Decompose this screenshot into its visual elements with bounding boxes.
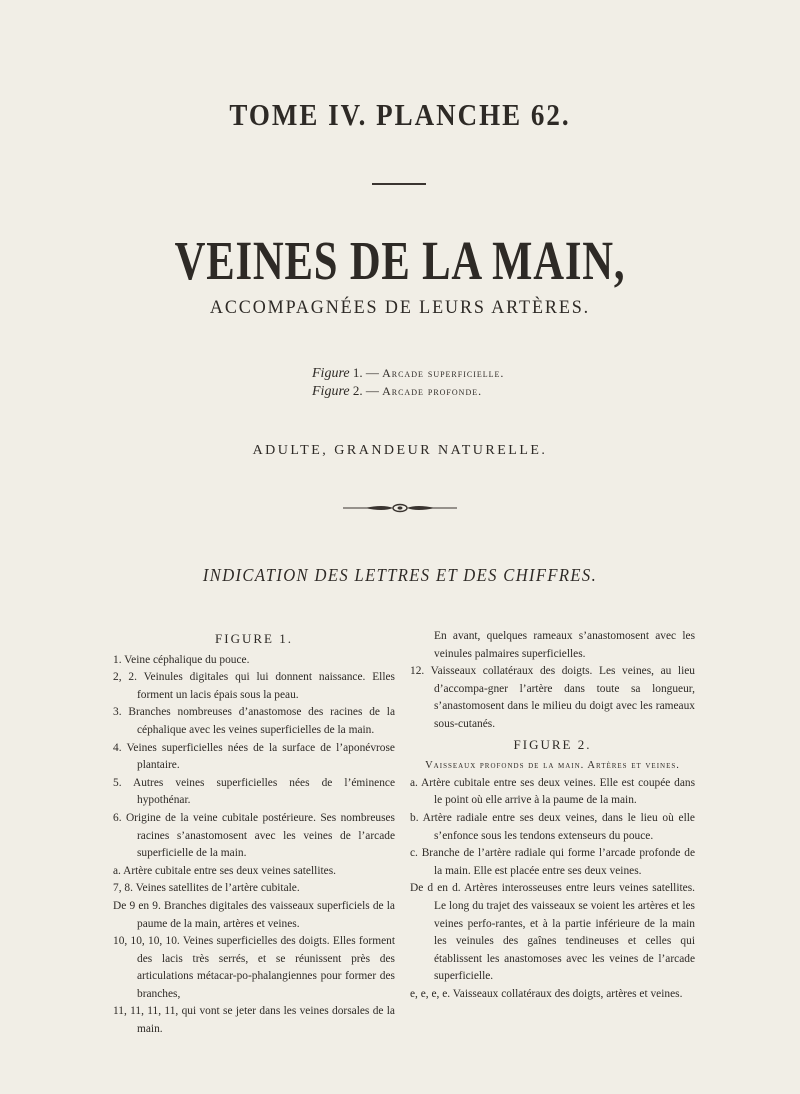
left-column	[113, 628, 395, 1039]
legend-item: a. Artère cubitale entre ses deux veines satellites.	[113, 864, 336, 877]
subtitle: ACCOMPAGNÉES DE LEURS ARTÈRES.	[209, 297, 591, 318]
figure-1-caption	[312, 365, 504, 382]
right-column	[410, 628, 695, 1003]
adult-size-line: ADULTE, GRANDEUR NATURELLE.	[252, 443, 548, 458]
legend-item: 10, 10, 10, 10. Veines superficielles des doigts. Elles forment des lacis très serrés, et se réunissent près des articulations métacar-po-phalangiennes pour former des branches,	[113, 935, 395, 1000]
figure-1-dash: —	[365, 365, 379, 380]
figure-2-number: 2.	[352, 383, 363, 398]
figure-1-number: 1.	[352, 365, 363, 380]
legend-item: 6. Origine de la veine cubitale postérieure. Ses nombreuses racines s’anastomosent avec les veines de l’arcade superficielle de la main.	[113, 811, 395, 860]
legend-item: 5. Autres veines superficielles nées de l’éminence hypothénar.	[113, 776, 395, 807]
figure-2-name: Arcade profonde.	[382, 384, 483, 398]
figure-2-dash: —	[365, 383, 379, 398]
legend-item: De 9 en 9. Branches digitales des vaisseaux superficiels de la paume de la main, artères et veines.	[113, 899, 395, 930]
legend-item: 12. Vaisseaux collatéraux des doigts. Les veines, au lieu d’accompa-gner l’artère dans toute sa longueur, s’anastomosent dans le milieu du doigt avec les rameaux sous-cutanés.	[410, 665, 695, 730]
legend-item: b. Artère radiale entre ses deux veines, dans le lieu où elle s’enfonce sous les tendons extenseurs du pouce.	[410, 811, 695, 842]
figure-1-label: Figure	[312, 366, 350, 381]
legend-item: 1. Veine céphalique du pouce.	[113, 653, 250, 666]
legend-item: 4. Veines superficielles nées de la surface de l’aponévrose plantaire.	[113, 741, 395, 772]
tome-heading: TOME IV. PLANCHE 62.	[229, 98, 571, 132]
legend-item: 11, 11, 11, 11, qui vont se jeter dans les veines dorsales de la main.	[113, 1005, 395, 1036]
figure-2-subheading: Vaisseaux profonds de la main. Artères et veines.	[425, 760, 680, 772]
figure-2-caption	[312, 383, 482, 400]
legend-continuation: En avant, quelques rameaux s’anastomosent avec les veinules palmaires superficielles.	[434, 630, 695, 660]
legend-item: De d en d. Artères interosseuses entre leurs veines satellites. Le long du trajet des vaisseaux se voient les artères et les veines perfo-rantes, et à la partie inférieure de la main les veinules des gaînes tendineuses et celles qui établissent les anastomoses avec les veines de l’arcade superficielle.	[410, 882, 695, 983]
legend-item: 7, 8. Veines satellites de l’artère cubitale.	[113, 882, 300, 895]
legend-item: 3. Branches nombreuses d’anastomose des racines de la céphalique avec les veines superficielles de la main.	[113, 706, 395, 736]
figure-1-name: Arcade superficielle.	[382, 366, 505, 380]
top-rule	[372, 183, 426, 185]
legend-item: e, e, e, e. Vaisseaux collatéraux des doigts, artères et veines.	[410, 987, 683, 1000]
ornament-divider	[343, 500, 457, 516]
legend-item: 2, 2. Veinules digitales qui lui donnent naissance. Elles forment un lacis épais sous la peau.	[113, 671, 395, 701]
main-title: VEINES DE LA MAIN,	[174, 231, 626, 292]
figure-2-label: Figure	[312, 384, 350, 399]
indication-heading: INDICATION DES LETTRES ET DES CHIFFRES.	[202, 565, 598, 585]
figure-1-heading: FIGURE 1.	[215, 631, 293, 646]
legend-item: c. Branche de l’artère radiale qui forme l’arcade profonde de la main. Elle est placée entre ses deux veines.	[410, 847, 695, 877]
legend-item: a. Artère cubitale entre ses deux veines. Elle est coupée dans le point où elle arrive à la paume de la main.	[410, 776, 695, 807]
figure-2-heading: FIGURE 2.	[513, 736, 592, 752]
